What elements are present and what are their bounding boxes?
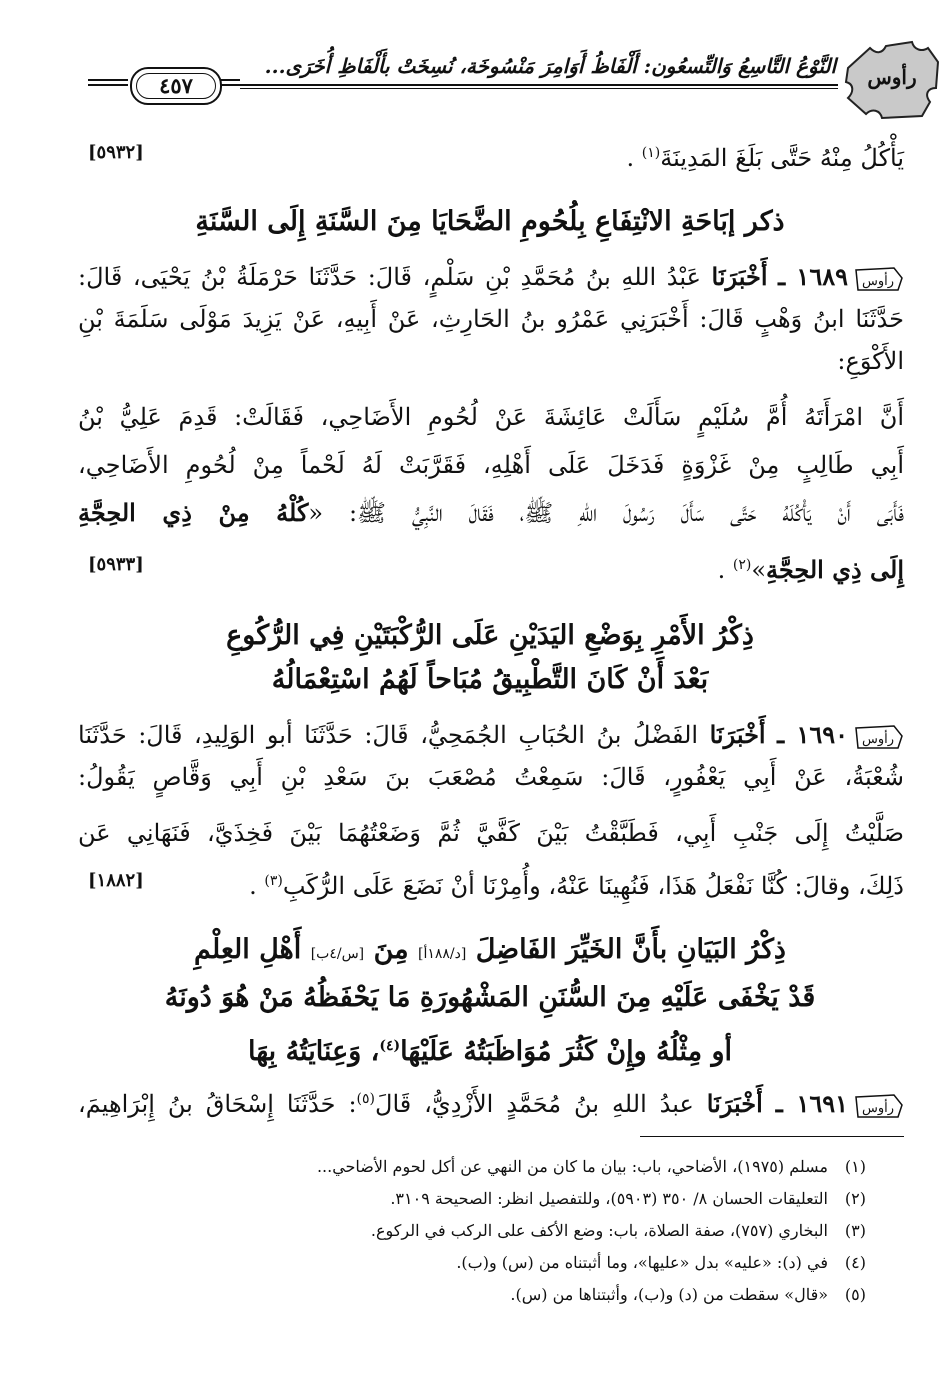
text-span: : حَدَّثَنَا إِسْحَاقُ بنُ إِبْرَاهِيمَ، <box>78 1090 357 1118</box>
footnote-marker: (٥) <box>356 1091 376 1107</box>
manuscript-ref: [س/٤ب] <box>310 946 365 962</box>
text-span: الفَضْلُ بنُ الحُبَابِ الجُمَحِيُّ، قَالَ: حَدَّثَنَا أبو الوَلِيدِ، قَالَ: حَدَّثَنَا <box>78 721 699 749</box>
section-heading <box>100 928 880 976</box>
keyword: أَخْبَرَنَا <box>706 1089 763 1118</box>
hadith-ref: [٥٩٣٢] <box>88 142 144 163</box>
section-heading: قَدْ يَخْفَى عَلَيْهِ مِنَ السُّنَنِ المَشْهُورَةِ مَا يَحْفَظُهُ مَنْ هُوَ دُونَهُ <box>164 982 816 1013</box>
hadith-number: ١٦٨٩ ـ <box>778 262 848 291</box>
manuscript-ref: [د/١٨٨أ] <box>417 946 467 962</box>
text-span: فَأَبَى أَنْ يَأْكُلَهُ حَتَّى سَأَلَ رَسُولَ اللهِ ﷺ، فَقَالَ النَّبِيُّ ﷺ: « <box>308 499 904 527</box>
footnote <box>66 1152 866 1182</box>
footnote-marker: (٤) <box>379 1038 401 1054</box>
hadith-line <box>78 546 904 589</box>
hadith-line <box>78 862 904 905</box>
full-stop: . <box>626 144 642 172</box>
footnote <box>66 1280 866 1310</box>
text-span: ذِكْرُ البَيَانِ بأَنَّ الخَيِّرَ الفَاضِلَ <box>475 934 786 965</box>
footnote-number: (٣) <box>844 1221 866 1240</box>
text-span: أَهْلِ العِلْمِ <box>194 934 302 965</box>
quote-mark: » <box>751 556 766 584</box>
section-heading: بَعْدَ أَنْ كَانَ التَّطْبِيقُ مُبَاحاً لَهُمُ اسْتِعْمَالُهُ <box>271 664 709 695</box>
text-span: يَأْكُلُ مِنْهُ حَتَّى بَلَغَ المَدِينَةَ <box>660 144 904 172</box>
footnote-marker: (١) <box>641 145 661 161</box>
hadith-line: الأَكْوَعِ: <box>837 347 904 375</box>
prophetic-text: إِلَى ذِي الحِجَّةِ <box>766 555 904 584</box>
hadith-badge-icon <box>854 1093 904 1119</box>
full-stop: . <box>717 556 733 584</box>
hadith-line: حَدَّثَنَا ابنُ وَهْبٍ قَالَ: أَخْبَرَنِي عَمْرُو بنُ الحَارِثِ، عَنْ أَبِيهِ، عَنْ يَزِيدَ مَوْلَى سَلَمَةَ بْنِ <box>78 305 904 333</box>
footnote-text: البخاري (٧٥٧)، صفة الصلاة، باب: وضع الأكف على الركب في الركوع. <box>370 1221 828 1240</box>
puzzle-lettering: رأوس <box>867 65 917 89</box>
mid-ornament-rule <box>220 79 240 89</box>
page-number: ٤٥٧ <box>136 73 216 99</box>
hadith-line: شُعْبَةُ، عَنْ أَبِي يَعْفُورٍ، قَالَ: سَمِعْتُ مُصْعَبَ بنَ سَعْدِ بْنِ أَبِي وَقَّاصٍ يَقُولُ: <box>78 763 904 791</box>
text-line <box>78 134 904 177</box>
hadith-ref: [١٨٨٢] <box>88 870 144 891</box>
hadith-line: صَلَّيْتُ إِلَى جَنْبِ أَبِي، فَطَبَّقْتُ بَيْنَ كَفَّيَّ ثُمَّ وَضَعْتُهُمَا بَيْنَ فَخِذَيَّ، فَنَهَانِي عَن <box>78 819 904 847</box>
badge-lettering: رأوس <box>861 273 895 289</box>
hadith-line <box>78 494 904 532</box>
footnote-number: (١) <box>844 1157 866 1176</box>
footnote-text: التعليقات الحسان ٨/ ٣٥٠ (٥٩٠٣)، وللتفصيل انظر: الصحيحة ٣١٠٩. <box>390 1189 828 1208</box>
header-divider <box>240 84 838 86</box>
footnote-marker: (٣) <box>264 873 283 889</box>
text-span: مِنَ <box>373 934 409 965</box>
hadith-line <box>78 1080 904 1123</box>
footnote-text: في (د): «عليه» بدل «عليها»، وما أثبتناه من (س) و(ب). <box>456 1253 828 1272</box>
puzzle-piece-icon <box>842 38 942 120</box>
hadith-badge-icon <box>854 266 904 292</box>
hadith-line <box>78 258 904 296</box>
footnote-text: مسلم (١٩٧٥)، الأضاحي، باب: بيان ما كان من النهي عن أكل لحوم الأضاحي... <box>316 1157 828 1176</box>
footnote-marker: (٢) <box>732 557 752 573</box>
text-span: أو مِثْلُهُ وإِنْ كَثُرَ مُوَاظَبَتُهُ عَلَيْهَا <box>400 1036 733 1067</box>
text-span: عَبْدُ اللهِ بنُ مُحَمَّدِ بْنِ سَلْمٍ، قَالَ: حَدَّثَنَا حَرْمَلَةُ بْنُ يَحْيَى، قَالَ: <box>78 263 701 291</box>
footnote-text: «قال» سقطت من (د) و(ب)، وأثبتناها من (س). <box>510 1285 828 1304</box>
text-span: ، وَعِنَايَتُهُ بِهَا <box>247 1036 380 1067</box>
page-number-frame <box>130 67 222 105</box>
hadith-number: ١٦٩١ ـ <box>775 1089 848 1118</box>
prophetic-text: كُلْهُ مِنْ ذِي الحِجَّةِ <box>78 498 309 527</box>
left-ornament-rule <box>88 79 128 89</box>
text-span: ذَلِكَ، وقالَ: كُنَّا نَفْعَلُ هَذَا، فَنُهِينَا عَنْهُ، وأُمِرْنَا أنْ نَضَعَ عَلَى الرُّكَبِ <box>282 872 904 900</box>
footnote <box>66 1216 866 1246</box>
section-heading: ذكر إبَاحَةِ الانْتِفَاعِ بِلُحُومِ الضَّحَايَا مِنَ السَّنَةِ إِلَى السَّنَةِ <box>195 206 785 237</box>
footnote-number: (٤) <box>844 1253 866 1272</box>
running-header <box>70 38 942 120</box>
footnote <box>66 1248 866 1278</box>
footnote-number: (٥) <box>844 1285 866 1304</box>
footnote <box>66 1184 866 1214</box>
header-divider-thin <box>240 88 838 89</box>
hadith-line: أَبِي طَالِبٍ مِنْ غَزْوَةٍ فَدَخَلَ عَلَى أَهْلِهِ، فَقَرَّبَتْ لَهُ لَحْماً مِنْ لُحُومِ الأَضَاحِي، <box>78 451 904 479</box>
badge-lettering: رأوس <box>861 1100 895 1116</box>
hadith-number: ١٦٩٠ ـ <box>777 720 848 749</box>
section-heading: ذِكْرُ الأَمْرِ بِوَضْعِ اليَدَيْنِ عَلَى الرُّكْبَتَيْنِ فِي الرُّكُوعِ <box>226 620 754 651</box>
badge-lettering: رأوس <box>861 731 895 747</box>
hadith-line: أَنَّ امْرَأَتَهُ أُمَّ سُلَيْمٍ سَأَلَتْ عَائِشَةَ عَنْ لُحُومِ الأَضَاحِي، فَقَالَتْ: قَدِمَ عَلِيُّ بْنُ <box>78 403 904 431</box>
text-span: عبدُ اللهِ بنُ مُحَمَّدٍ الأَزْدِيُّ، قَالَ <box>375 1090 694 1118</box>
keyword: أَخْبَرَنَا <box>711 262 768 291</box>
keyword: أَخْبَرَنَا <box>709 720 766 749</box>
full-stop: . <box>249 872 265 900</box>
footnote-divider <box>640 1136 904 1137</box>
hadith-ref: [٥٩٣٣] <box>88 554 144 575</box>
hadith-badge-icon <box>854 724 904 750</box>
running-title: النَّوْعُ التَّاسِعُ وَالتِّسعُون: أَلْفَاظُ أَوَامِرَ مَنْسُوخَة، نُسِخَتْ بأَلْفَاظِ أُخَرَى... <box>264 54 836 78</box>
hadith-line <box>78 716 904 754</box>
footnote-number: (٢) <box>844 1189 866 1208</box>
section-heading <box>100 1024 880 1074</box>
